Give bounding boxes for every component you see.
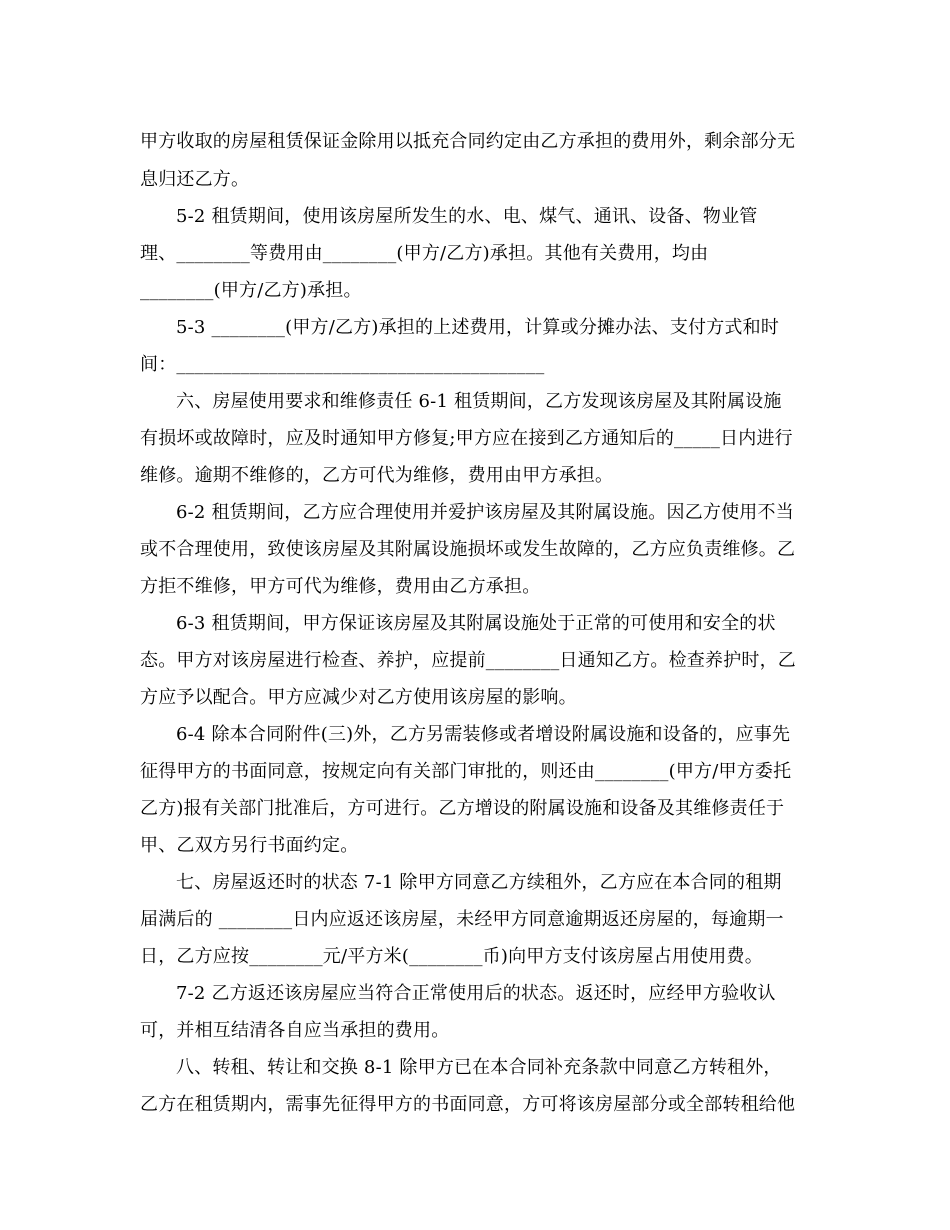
text-line: 甲、乙双方另行书面约定。 bbox=[140, 835, 359, 856]
paragraph-start-line: 5-2 租赁期间，使用该房屋所发生的水、电、煤气、通讯、设备、物业管 bbox=[176, 206, 758, 227]
text-line: 征得甲方的书面同意，按规定向有关部门审批的，则还由________(甲方/甲方委托 bbox=[140, 761, 792, 782]
paragraph-start-line: 6-4 除本合同附件(三)外，乙方另需装修或者增设附属设施和设备的，应事先 bbox=[176, 724, 791, 745]
text-line: 乙方)报有关部门批准后，方可进行。乙方增设的附属设施和设备及其维修责任于 bbox=[140, 798, 785, 819]
text-line: 可，并相互结清各自应当承担的费用。 bbox=[140, 1020, 450, 1041]
text-line: ________(甲方/乙方)承担。 bbox=[140, 280, 362, 301]
text-line: 方应予以配合。甲方应减少对乙方使用该房屋的影响。 bbox=[140, 687, 577, 708]
text-line: 维修。逾期不维修的，乙方可代为维修，费用由甲方承担。 bbox=[140, 465, 614, 486]
paragraph-start-line: 7-2 乙方返还该房屋应当符合正常使用后的状态。返还时，应经甲方验收认 bbox=[176, 983, 776, 1004]
paragraph-start-line: 6-2 租赁期间，乙方应合理使用并爱护该房屋及其附属设施。因乙方使用不当 bbox=[176, 502, 794, 523]
text-line: 乙方在租赁期内，需事先征得甲方的书面同意，方可将该房屋部分或全部转租给他 bbox=[140, 1094, 796, 1115]
text-line: 日，乙方应按________元/平方米(________币)向甲方支付该房屋占用使用费。 bbox=[140, 946, 763, 967]
paragraph-start-line: 七、房屋返还时的状态 7-1 除甲方同意乙方续租外，乙方应在本合同的租期 bbox=[176, 872, 782, 893]
text-line: 理、________等费用由________(甲方/乙方)承担。其他有关费用，均由 bbox=[140, 243, 709, 264]
text-line: 息归还乙方。 bbox=[140, 169, 250, 190]
text-line: 态。甲方对该房屋进行检查、养护，应提前________日通知乙方。检查养护时，乙 bbox=[140, 650, 796, 671]
paragraph-start-line: 八、转租、转让和交换 8-1 除甲方已在本合同补充条款中同意乙方转租外， bbox=[176, 1057, 782, 1078]
paragraph-start-line: 5-3 ________(甲方/乙方)承担的上述费用，计算或分摊办法、支付方式和时 bbox=[176, 317, 780, 338]
text-line: 间：________________________________________ bbox=[140, 354, 545, 375]
text-line: 方拒不维修，甲方可代为维修，费用由乙方承担。 bbox=[140, 576, 541, 597]
text-line: 届满后的 ________日内应返还该房屋，未经甲方同意逾期返还房屋的，每逾期一 bbox=[140, 909, 784, 930]
text-line: 有损坏或故障时，应及时通知甲方修复;甲方应在接到乙方通知后的_____日内进行 bbox=[140, 428, 793, 449]
paragraph-start-line: 6-3 租赁期间，甲方保证该房屋及其附属设施处于正常的可使用和安全的状 bbox=[176, 613, 776, 634]
text-line: 或不合理使用，致使该房屋及其附属设施损坏或发生故障的，乙方应负责维修。乙 bbox=[140, 539, 796, 560]
paragraph-start-line: 六、房屋使用要求和维修责任 6-1 租赁期间，乙方发现该房屋及其附属设施 bbox=[176, 391, 782, 412]
text-line: 甲方收取的房屋租赁保证金除用以抵充合同约定由乙方承担的费用外，剩余部分无 bbox=[140, 131, 796, 152]
